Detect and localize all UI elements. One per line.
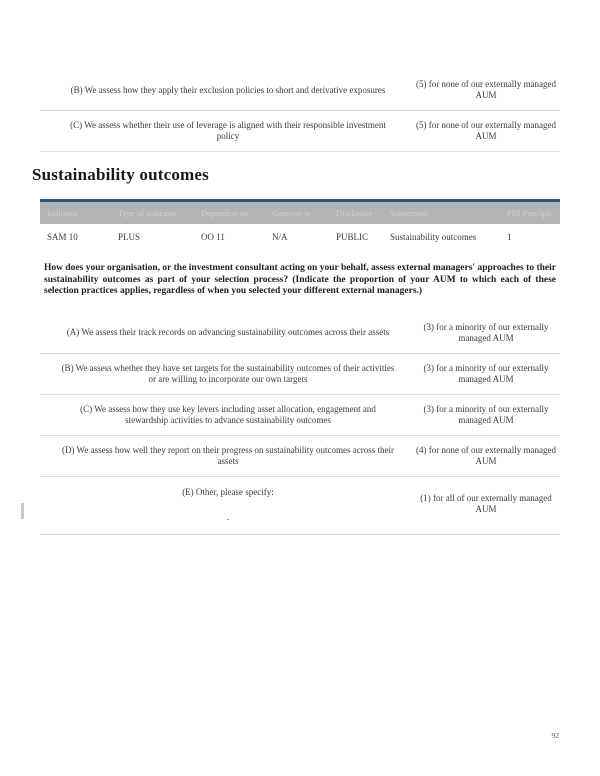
answer-value-text: (3) for a minority of our externally managed AUM bbox=[423, 403, 549, 425]
answer-option-text: (B) We assess how they apply their exclusion policies to short and derivative exposures bbox=[70, 84, 386, 95]
cell-gateway-to: N/A bbox=[272, 232, 288, 242]
indicator-table-header-row bbox=[40, 201, 560, 225]
answer-row bbox=[40, 70, 560, 111]
answer-option-text: (C) We assess how they use key levers including asset allocation, engagement and stewardship activities to advance sustainability outcomes bbox=[80, 403, 376, 425]
cell-dependent-on: OO 11 bbox=[201, 232, 225, 242]
answer-option-text: (B) We assess whether they have set targets for the sustainability outcomes of their activities or are willing to incorporate our own targets bbox=[61, 362, 395, 384]
header-cell-indicator: Indicator bbox=[40, 201, 111, 225]
indicator-table-row bbox=[40, 224, 560, 250]
cell-indicator: SAM 10 bbox=[47, 232, 78, 242]
page-content bbox=[32, 70, 560, 535]
answer-row bbox=[40, 111, 560, 152]
answer-option-text: (D) We assess how well they report on their progress on sustainability outcomes across their assets bbox=[61, 444, 395, 466]
cell-pri-principle: 1 bbox=[507, 232, 512, 242]
header-cell-disclosure: Disclosure bbox=[329, 201, 383, 225]
top-margin bbox=[0, 0, 600, 70]
other-specify-cell bbox=[40, 487, 412, 522]
other-specify-value: . bbox=[226, 511, 230, 522]
answer-value-text: (3) for a minority of our externally managed AUM bbox=[423, 321, 549, 343]
cell-type-of-indicator: PLUS bbox=[118, 232, 141, 242]
header-cell-gateway-to: Gateway to bbox=[265, 201, 329, 225]
header-cell-type-of-indicator: Type of indicator bbox=[111, 201, 194, 225]
header-cell-pri-principle: PRI Principle bbox=[500, 201, 560, 225]
answer-value-text: (5) for none of our externally managed AUM bbox=[416, 120, 556, 141]
answer-rows-group bbox=[40, 313, 560, 535]
answer-row bbox=[40, 354, 560, 395]
answer-value-text: (4) for none of our externally managed AUM bbox=[416, 444, 556, 466]
cell-disclosure: PUBLIC bbox=[336, 232, 369, 242]
page-number: 92 bbox=[551, 731, 559, 740]
question-text: How does your organisation, or the investment consultant acting on your behalf, assess external managers' approaches to their sustainability outcomes as part of your selection process? (Indicate the proportion of your AUM to which each of these selection practices applies, regardless of when you selected your different external managers.) bbox=[44, 263, 556, 296]
section-title: Sustainability outcomes bbox=[32, 165, 209, 184]
header-cell-subsection: Subsection bbox=[383, 201, 500, 225]
answer-value-text: (1) for all of our externally managed AUM bbox=[420, 493, 552, 514]
answer-row bbox=[40, 436, 560, 477]
answer-option-text: (E) Other, please specify: bbox=[182, 486, 274, 497]
answer-value-text: (3) for a minority of our externally managed AUM bbox=[423, 362, 549, 384]
answer-row bbox=[40, 395, 560, 436]
cell-subsection: Sustainability outcomes bbox=[390, 232, 477, 242]
answer-value-text: (5) for none of our externally managed AUM bbox=[416, 79, 556, 100]
indicator-table bbox=[40, 199, 560, 250]
answer-row-other bbox=[40, 477, 560, 535]
header-cell-dependent-on: Dependent on bbox=[194, 201, 265, 225]
answer-option-text: (C) We assess whether their use of leverage is aligned with their responsible investment policy bbox=[70, 120, 386, 141]
other-specify-field-marker bbox=[21, 503, 24, 519]
answer-option-text: (A) We assess their track records on advancing sustainability outcomes across their assets bbox=[66, 327, 390, 337]
answer-row bbox=[40, 313, 560, 354]
